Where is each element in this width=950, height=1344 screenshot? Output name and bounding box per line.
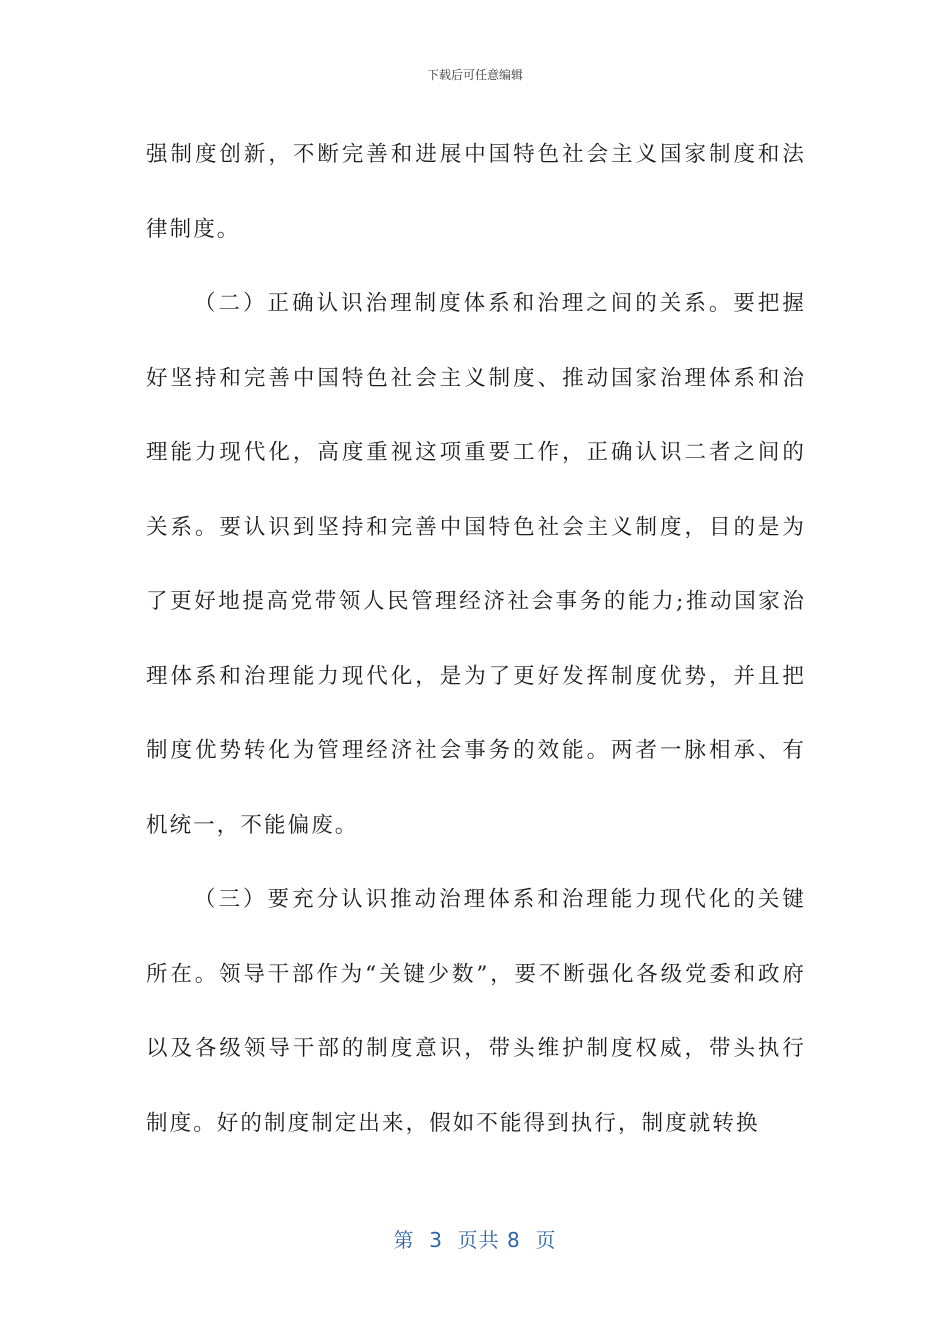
document-body <box>146 118 806 1161</box>
download-note: 下载后可任意编辑 <box>426 68 523 82</box>
page-number: 第 3 页共 8 页 <box>393 1228 557 1252</box>
paragraph-section-3: （三）要充分认识推动治理体系和治理能力现代化的关键所在。领导干部作为“关键少数”，要不断强化各级党委和政府以及各级领导干部的制度意识，带头维护制度权威，带头执行制度。好的制度制定出来，假如不能得到执行，制度就转换 <box>146 887 806 1136</box>
paragraph-continuation: 强制度创新，不断完善和进展中国特色社会主义国家制度和法律制度。 <box>146 142 806 242</box>
paragraph-section-2: （二）正确认识治理制度体系和治理之间的关系。要把握好坚持和完善中国特色社会主义制度、推动国家治理体系和治理能力现代化，高度重视这项重要工作，正确认识二者之间的关系。要认识到坚持和完善中国特色社会主义制度，目的是为了更好地提高党带领人民管理经济社会事务的能力;推动国家治理体系和治理能力现代化，是为了更好发挥制度优势，并且把制度优势转化为管理经济社会事务的效能。两者一脉相承、有机统一，不能偏废。 <box>146 291 806 838</box>
